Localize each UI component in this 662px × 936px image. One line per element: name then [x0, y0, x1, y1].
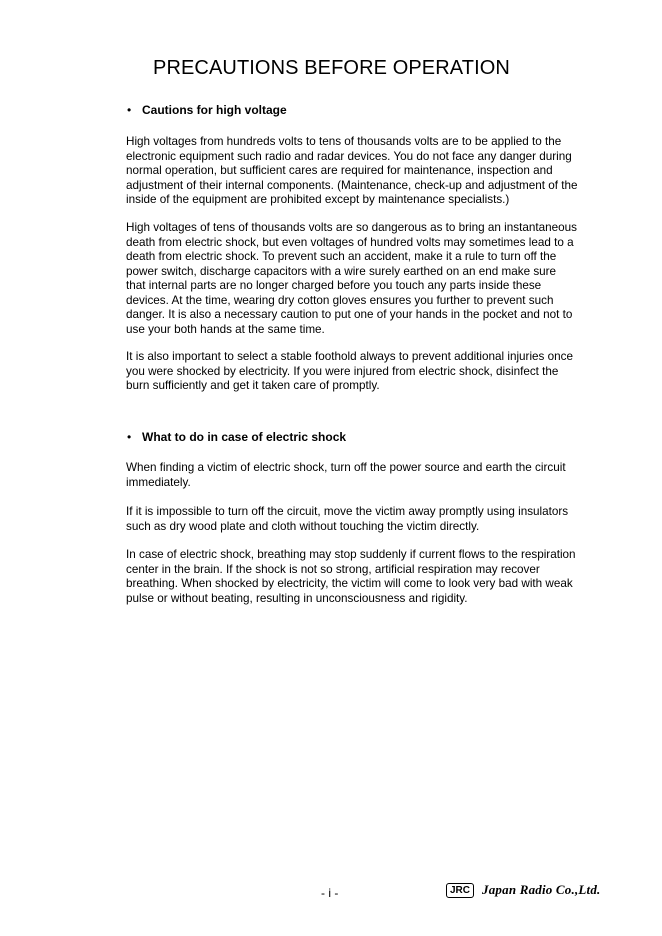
text-line: that internal parts are no longer charged before you touch any parts inside these	[126, 279, 542, 292]
section-heading-text: What to do in case of electric shock	[142, 430, 347, 444]
section-heading-electric-shock	[127, 430, 346, 444]
text-line: burn sufficiently and get it taken care of promptly.	[126, 379, 380, 392]
text-line: center in the brain. If the shock is not so strong, artificial respiration may recover	[126, 562, 540, 576]
text-line: such as dry wood plate and cloth without touching the victim directly.	[126, 519, 480, 533]
text-line: pulse or without beating, resulting in unconsciousness and rigidity.	[126, 591, 468, 605]
page-title: PRECAUTIONS BEFORE OPERATION	[153, 57, 510, 79]
text-line: breathing. When shocked by electricity, the victim will come to look very bad with weak	[126, 577, 573, 590]
bullet-icon: •	[127, 103, 132, 117]
paragraph-electric-shock-1	[126, 461, 600, 490]
section-heading-text: Cautions for high voltage	[142, 103, 287, 117]
paragraph-electric-shock-3	[126, 548, 600, 606]
company-logo	[446, 882, 601, 898]
text-line: use your both hands at the same time.	[126, 322, 325, 336]
text-line: normal operation, but sufficient cares are required for maintenance, inspection and	[126, 164, 553, 177]
text-line: immediately.	[126, 475, 191, 489]
text-line: danger. It is also a necessary caution to put one of your hands in the pocket and not to	[126, 308, 573, 321]
paragraph-high-voltage-1	[126, 135, 600, 208]
text-line: High voltages from hundreds volts to tens of thousands volts are to be applied to the	[126, 135, 562, 148]
text-line: death from electric shock, but even voltages of hundred volts may sometimes lead to a	[126, 235, 574, 249]
text-line: High voltages of tens of thousands volts are so dangerous as to bring an instantaneous	[126, 221, 577, 234]
paragraph-high-voltage-3	[126, 350, 600, 394]
paragraph-electric-shock-2	[126, 505, 600, 534]
text-line: devices. At the time, wearing dry cotton gloves ensures you further to prevent such	[126, 293, 554, 307]
text-line: electronic equipment such radio and radar devices. You do not face any danger during	[126, 149, 572, 163]
text-line: In case of electric shock, breathing may stop suddenly if current flows to the respiration	[126, 548, 576, 561]
logo-name: Japan Radio Co.,Ltd.	[482, 882, 601, 897]
text-line: inside of the equipment are prohibited except by maintenance specialists.)	[126, 193, 510, 206]
text-line: If it is impossible to turn off the circuit, move the victim away promptly using insulators	[126, 505, 569, 518]
bullet-icon: •	[127, 430, 132, 444]
paragraph-high-voltage-2	[126, 221, 600, 337]
logo-abbrev: JRC	[446, 883, 474, 898]
section-heading-high-voltage	[127, 103, 287, 117]
page-number: - i -	[321, 886, 339, 900]
text-line: It is also important to select a stable foothold always to prevent additional injuries once	[126, 350, 573, 363]
text-line: death from electric shock. To prevent such an accident, make it a rule to turn off the	[126, 250, 557, 263]
text-line: adjustment of their internal components. (Maintenance, check-up and adjustment of the	[126, 178, 578, 192]
text-line: power switch, discharge capacitors with a wire surely earthed on an end make sure	[126, 264, 557, 278]
text-line: When finding a victim of electric shock, turn off the power source and earth the circuit	[126, 461, 566, 474]
text-line: you were shocked by electricity. If you were injured from electric shock, disinfect the	[126, 364, 559, 378]
